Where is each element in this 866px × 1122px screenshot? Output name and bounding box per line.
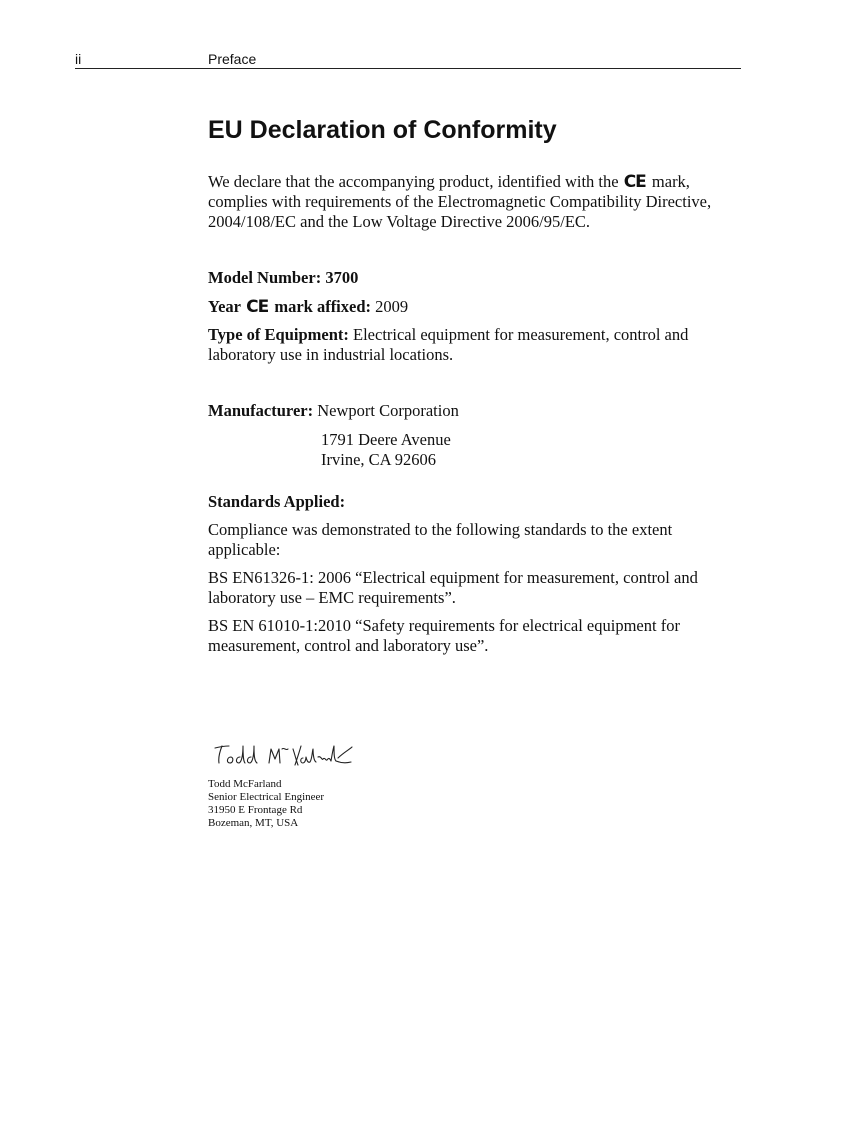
model-number-label: Model Number: 3700 [208,268,359,287]
address-line: Irvine, CA 92606 [321,450,437,469]
standard-item: BS EN 61010-1:2010 “Safety requirements for electrical equipment for measurement, control and laboratory use”. [208,616,680,655]
signatory-block [208,778,324,830]
page-title: EU Declaration of Conformity [208,116,557,144]
manufacturer-label: Manufacturer: [208,401,314,420]
equipment-type-label: Type of Equipment: [208,325,349,344]
standards-heading-label: Standards Applied: [208,492,346,511]
declaration-text-end: mark, complies with requirements of the Electromagnetic Compatibility Directive, 2004/108/EC and the Low Voltage Directive 2006/95/EC. [208,172,712,231]
declaration-paragraph [208,172,738,232]
declaration-text-start: We declare that the accompanying product, identified with the [208,172,619,191]
page-number: ii [75,51,82,67]
year-affixed [208,297,738,317]
ce-mark-icon: CE [246,297,269,317]
year-value: 2009 [375,297,409,316]
header-rule [75,68,741,69]
manufacturer [208,401,738,421]
standards-heading [208,492,738,512]
manufacturer-address [321,430,451,470]
address-line: 1791 Deere Avenue [321,430,451,449]
equipment-type-value: Electrical equipment for measurement, control and laboratory use in industrial locations. [208,325,689,364]
section-title: Preface [208,51,257,67]
handwritten-signature [213,741,353,771]
model-number [208,268,738,288]
year-label-end: mark affixed: [274,297,372,316]
standards-intro: Compliance was demonstrated to the following standards to the extent applicable: [208,520,673,559]
manufacturer-name: Newport Corporation [317,401,459,420]
signatory-title: Senior Electrical Engineer [208,791,325,803]
signatory-name: Todd McFarland [208,778,282,790]
signatory-street: 31950 E Frontage Rd [208,804,303,816]
standard-item: BS EN61326-1: 2006 “Electrical equipment for measurement, control and laboratory use – EMC requirements”. [208,568,698,607]
year-label-start: Year [208,297,241,316]
signatory-city: Bozeman, MT, USA [208,817,299,829]
equipment-type [208,325,738,365]
ce-mark-icon: CE [623,172,646,192]
